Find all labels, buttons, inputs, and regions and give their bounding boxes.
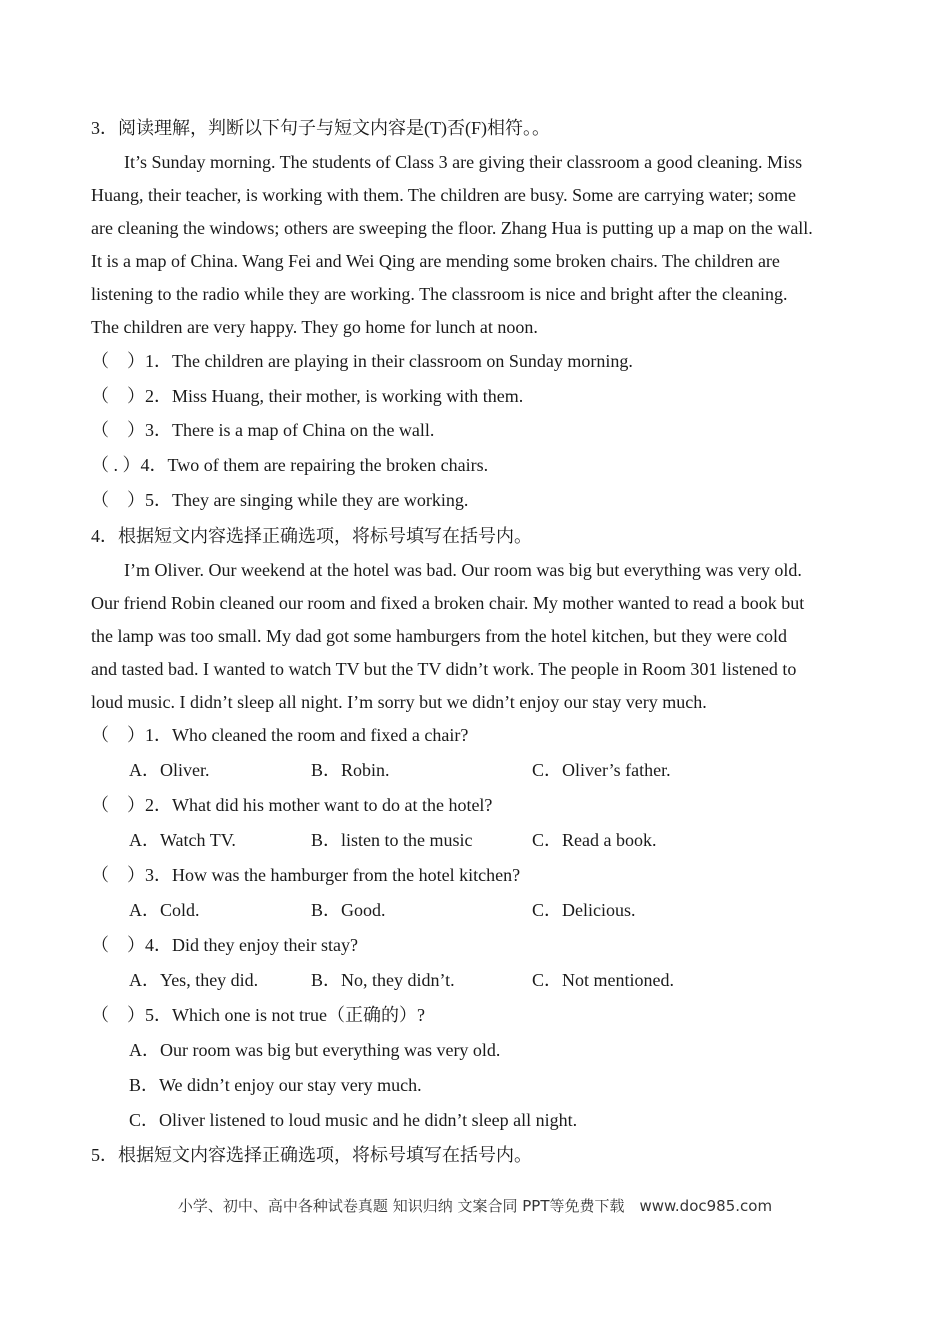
option-a: A．Watch TV. — [129, 830, 236, 850]
passage-line: and tasted bad. I wanted to watch TV but the TV didn’t work. The people in Room 301 listened to — [91, 659, 797, 679]
question-item: （ ）4．Did they enjoy their stay? — [91, 935, 358, 955]
passage-line: The children are very happy. They go home for lunch at noon. — [91, 317, 538, 337]
question-item: （ ）5．Which one is not true（正确的）? — [91, 1005, 425, 1025]
passage-line: loud music. I didn’t sleep all night. I’m sorry but we didn’t enjoy our stay very much. — [91, 692, 707, 712]
passage-line: Huang, their teacher, is working with them. The children are busy. Some are carrying water; some — [91, 185, 797, 205]
page-footer: 小学、初中、高中各种试卷真题 知识归纳 文案合同 PPT等免费下载 www.doc985.com — [177, 1197, 773, 1215]
option-c: C．Oliver’s father. — [532, 760, 671, 780]
section-4-header: 4．根据短文内容选择正确选项，将标号填写在括号内。 — [91, 526, 532, 546]
passage-line: It’s Sunday morning. The students of Class 3 are giving their classroom a good cleaning. Miss — [124, 152, 803, 172]
option-a: A．Yes, they did. — [129, 970, 259, 990]
question-item: （ ）3．There is a map of China on the wall. — [91, 420, 435, 440]
option-b: B．listen to the music — [311, 830, 473, 850]
question-item: （ ）1．Who cleaned the room and fixed a chair? — [91, 725, 469, 745]
option-c: C．Delicious. — [532, 900, 636, 920]
option-c: C．Read a book. — [532, 830, 657, 850]
option-c: C．Not mentioned. — [532, 970, 674, 990]
passage-line: are cleaning the windows; others are sweeping the floor. Zhang Hua is putting up a map on the wall. — [91, 218, 813, 238]
question-item: （ ）2．What did his mother want to do at the hotel? — [91, 795, 493, 815]
option-b: B．Robin. — [311, 760, 390, 780]
option-a: A．Cold. — [129, 900, 200, 920]
passage-line: the lamp was too small. My dad got some hamburgers from the hotel kitchen, but they were cold — [91, 626, 788, 646]
option-b: B．Good. — [311, 900, 386, 920]
section-3-header: 3．阅读理解，判断以下句子与短文内容是(T)否(F)相符。。 — [91, 118, 550, 138]
option-a: A．Our room was big but everything was very old. — [129, 1040, 501, 1060]
question-item: （ . ）4．Two of them are repairing the broken chairs. — [91, 455, 489, 475]
passage-line: I’m Oliver. Our weekend at the hotel was bad. Our room was big but everything was very old. — [124, 560, 802, 580]
question-item: （ ）2．Miss Huang, their mother, is working with them. — [91, 386, 524, 406]
option-c: C．Oliver listened to loud music and he didn’t sleep all night. — [129, 1110, 578, 1130]
option-a: A．Oliver. — [129, 760, 210, 780]
passage-line: Our friend Robin cleaned our room and fixed a broken chair. My mother wanted to read a book but — [91, 593, 805, 613]
section-5-header: 5．根据短文内容选择正确选项，将标号填写在括号内。 — [91, 1145, 532, 1165]
question-item: （ ）1．The children are playing in their classroom on Sunday morning. — [91, 351, 633, 371]
passage-line: It is a map of China. Wang Fei and Wei Qing are mending some broken chairs. The children are — [91, 251, 780, 271]
option-b: B．We didn’t enjoy our stay very much. — [129, 1075, 422, 1095]
question-item: （ ）3．How was the hamburger from the hotel kitchen? — [91, 865, 521, 885]
question-item: （ ）5．They are singing while they are working. — [91, 490, 469, 510]
option-b: B．No, they didn’t. — [311, 970, 455, 990]
passage-line: listening to the radio while they are working. The classroom is nice and bright after the cleaning. — [91, 284, 788, 304]
